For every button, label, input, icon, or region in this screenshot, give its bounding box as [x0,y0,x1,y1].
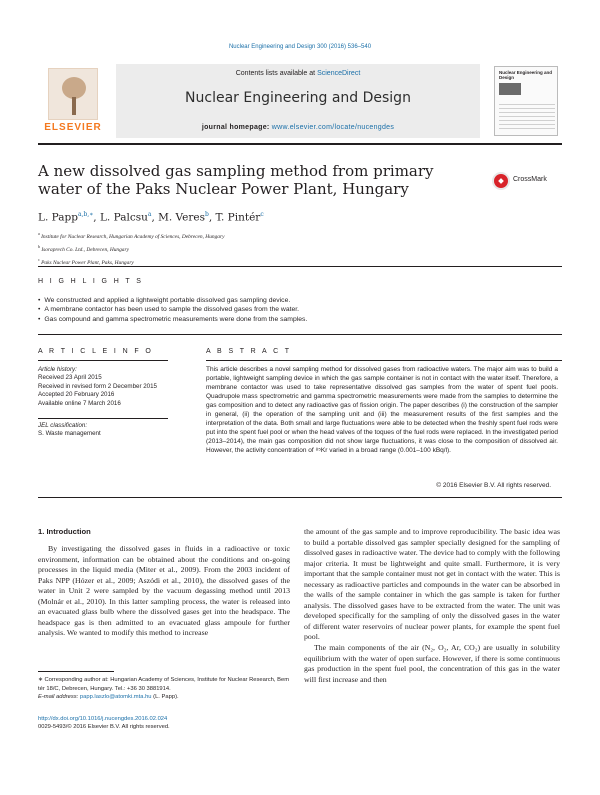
elsevier-logo[interactable] [38,68,108,136]
journal-citation[interactable]: Nuclear Engineering and Design 300 (2016) 536–540 [228,44,372,50]
footnote [38,676,290,702]
journal-cover-thumbnail[interactable] [494,66,558,136]
history-item: Accepted 20 February 2016 [38,391,115,399]
doi-block [38,715,290,732]
journal-name: Nuclear Engineering and Design [185,90,411,106]
highlights-list [38,296,562,324]
doi-link[interactable]: http://dx.doi.org/10.1016/j.nucengdes.2016.02.024 [38,716,168,722]
crossmark-badge[interactable] [492,172,562,190]
article-history-label: Article history: [38,366,77,373]
divider [38,266,562,267]
homepage-link[interactable]: www.elsevier.com/locate/nucengdes [271,124,395,131]
body-column-left: By investigating the dissolved gases in fluids in a radioactive or toxic environment, information can be obtained about the conditions and on-going processes in the liquid media (Miter et al., 2009). From the 2003 incident of Paks NPP (Hózer et al., 2009; Aszódi et al., 2010), the dissolved gases of the water in Unit 2 were sampled by the vacuum degassing method until 2013 (Molnár et al., 2010). In this latter sampling process, the water is released into an evacuated glass bulb where the dissolved gases get into the headspace. The headspace gas is then admitted to an evacuated glass ampoule for further analysis. We wanted to modify this method to increase [38,544,290,638]
affiliations [38,229,558,268]
email-line [38,693,290,702]
elsevier-tree-icon [48,68,98,120]
jel-label: JEL classification: [38,422,88,429]
email-suffix: (L. Papp). [153,694,179,701]
elsevier-wordmark: ELSEVIER [44,122,102,133]
section-heading-introduction: 1. Introduction [38,527,91,536]
email-link[interactable]: papp.laszlo@atomki.mta.hu [79,694,152,701]
author-affil-mark[interactable]: c [260,211,264,218]
author-name[interactable]: M. Veres [158,211,206,224]
author-name[interactable]: L. Papp [38,211,78,224]
cover-title: Nuclear Engineering and Design [499,70,553,80]
divider [38,418,168,419]
highlight-item: • Gas compound and gamma spectrometric measurements were done from the samples. [38,315,562,324]
affiliation-item: $^c$ Paks Nuclear Power Plant, Paks, Hungary [38,257,134,266]
author-affil-mark[interactable]: b [205,211,209,218]
email-label: E-mail address: [38,694,79,701]
footnote-rule [38,671,114,672]
body-column-right [304,527,560,685]
corresponding-author-note: ∗ Corresponding author at: Hungarian Academy of Sciences, Institute for Nuclear Research, Bem tér 18/C, Debrecen, Hungary. Tel.: +36 30 3881914. [38,677,290,692]
highlight-item: • We constructed and applied a lightweight portable dissolved gas sampling device. [38,296,562,305]
abstract-heading: A B S T R A C T [206,348,292,355]
crossmark-icon [492,172,510,190]
affiliation-item: $^b$ Isoraprech Co. Ltd., Debrecen, Hungary [38,244,129,253]
author-affil-mark[interactable]: a,b,∗ [77,211,94,218]
author-name[interactable]: L. Palcsu [99,211,148,224]
journal-banner [116,64,480,138]
article-title: A new dissolved gas sampling method from primary water of the Paks Nuclear Power Plant, Hungary [38,162,434,198]
author-list: L. Papp$^{a,b,∗}$, L. Palcsu$^a$, M. Veres$^b$, T. Pintér$^c$ [38,211,264,224]
divider [38,360,168,361]
divider [206,360,562,361]
highlights-heading: H I G H L I G H T S [38,278,144,285]
jel-classification [38,422,168,439]
history-item: Available online 7 March 2016 [38,399,121,407]
affiliation-item: $^a$ Institute for Nuclear Research, Hungarian Academy of Sciences, Debrecen, Hungary [38,231,225,240]
crossmark-label: CrossMark [513,176,547,183]
contents-prefix: Contents lists available at [235,70,316,77]
highlight-item: • A membrane contactor has been used to sample the dissolved gases from the water. [38,305,562,314]
journal-homepage-line [116,124,480,131]
issn-line: 0029-5493/© 2016 Elsevier B.V. All rights reserved. [38,724,170,731]
contents-line [116,70,480,77]
author-name[interactable]: T. Pintér [215,211,261,224]
body-paragraph: the amount of the gas sample and to improve reproducibility. The basic idea was to build a portable dissolved gas sampler specially designed for the sampling of dissolved gases in radioactive water. The device had to comply with the following major criteria. It must be lightweight and quite small. Furthermore, it is very important that the sample container must not get in contact with the water. This is necessary as radioactive particles and compounds in the water can be absorbed in the walls of the sample container in which the gas sample is taken for further analysis. The dissolved gases have to be extracted from the water. The unit was developed specifically for the sampling of only the dissolved gases in the water of different water reservoirs of nuclear power plants, for example the spent fuel pool. [304,527,561,642]
history-item: Received 23 April 2015 [38,374,102,382]
cover-image-icon [499,83,521,95]
sciencedirect-link[interactable]: ScienceDirect [317,70,361,77]
abstract-text: This article describes a novel sampling method for dissolved gases from radioactive waters. The major aim was to build a portable, lightweight sampling device in which the gas sample container is not in contact with the water itself. Therefore, a membrane contactor was used to take representative dissolved gas samples from the water of spent fuel pools. Quadrupole mass spectrometric and gamma spectrometric measurements were made from the samples to determine the gas composition and to detect any radioactive gas of fission origin. The paper describes (i) the construction of the sampler in general, (ii) the operation of the sampling unit and (iii) the measurement results of the first samples and the interpretation of the data. Both small and large fluctuations were able to be detected when the freshly spent fuel rods were put into the spent fuel pool or when the head valves of the toques of the fuel rods were replaced. In the investigated period (2013–2014), the main gas composition did not show large fluctuations, it was close to the composition of dissolved air. However, the activity concentration of ⁸⁵Kr varied in a broad range (0.001–100 kBq/l). [206,366,558,454]
abstract-copyright: © 2016 Elsevier B.V. All rights reserved. [436,482,551,489]
article-history [38,366,168,408]
jel-value: S. Waste management [38,430,101,438]
homepage-prefix: journal homepage: [201,124,270,131]
divider [38,497,562,498]
journal-header [38,64,562,140]
cover-text-lines [499,101,555,131]
header-rule [38,143,562,145]
divider [38,334,562,335]
history-item: Received in revised form 2 December 2015 [38,382,157,390]
article-info-heading: A R T I C L E I N F O [38,348,154,355]
body-paragraph: The main components of the air (N₂, O₂, Ar, CO₂) are usually in solubility equilibrium with the water of open surface. However, if there is some continuous gas production in the spent fuel pool, the concentration of this gas in the water will first increase and then [304,643,560,684]
author-affil-mark[interactable]: a [147,211,152,218]
